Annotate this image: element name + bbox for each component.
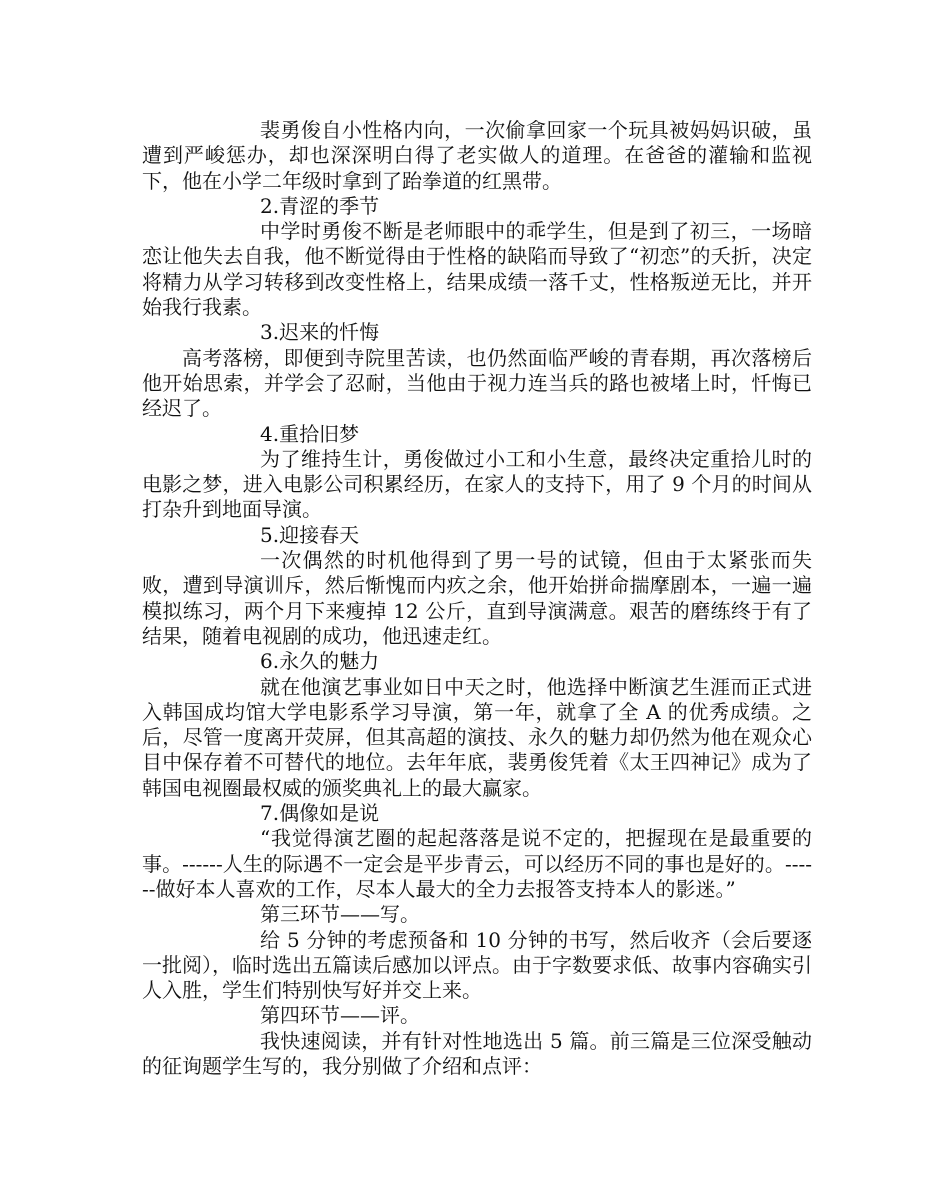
paragraph-quote: “我觉得演艺圈的起起落落是说不定的，把握现在是最重要的事。------人生的际遇不一定会是平步青云，可以经历不同的事也是好的。------做好本人喜欢的工作，尽本人最大的全力去报答支持本人的影迷。” [142, 826, 812, 901]
paragraph-audition: 一次偶然的时机他得到了男一号的试镜，但由于太紧张而失败，遭到导演训斥，然后惭愧而内疚之余，他开始拼命揣摩剧本，一遍一遍模拟练习，两个月下来瘦掉 12 公斤，直到导演满意。艰苦的磨练终于有了结果，随着电视剧的成功，他迅速走红。 [142, 548, 812, 648]
section-heading-5: 5.迎接春天 [260, 522, 360, 547]
section-heading-3: 3.迟来的忏悔 [260, 320, 380, 345]
document-body [142, 118, 812, 1079]
section-heading-write: 第三环节——写。 [260, 902, 420, 927]
paragraph-review: 我快速阅读，并有针对性地选出 5 篇。前三篇是三位深受触动的征询题学生写的，我分别做了介绍和点评： [142, 1028, 812, 1078]
paragraph-film-dream: 为了维持生计，勇俊做过小工和小生意，最终决定重拾儿时的电影之梦，进入电影公司积累经历，在家人的支持下，用了 9 个月的时间从打杂升到地面导演。 [142, 446, 812, 522]
section-heading-4: 4.重拾旧梦 [260, 421, 360, 446]
section-heading-6: 6.永久的魅力 [260, 649, 380, 674]
paragraph-exam-failure: 高考落榜，即便到寺院里苦读，也仍然面临严峻的青春期，再次落榜后他开始思索，并学会了忍耐，当他由于视力连当兵的路也被堵上时，忏悔已经迟了。 [142, 345, 812, 421]
paragraph-childhood: 裴勇俊自小性格内向，一次偷拿回家一个玩具被妈妈识破，虽遭到严峻惩办，却也深深明白得了老实做人的道理。在爸爸的灌输和监视下，他在小学二年级时拿到了跆拳道的红黑带。 [142, 118, 812, 193]
paragraph-middle-school: 中学时勇俊不断是老师眼中的乖学生，但是到了初三，一场暗恋让他失去自我，他不断觉得由于性格的缺陷而导致了“初恋”的夭折，决定将精力从学习转移到改变性格上，结果成绩一落千丈，性格叛逆无比，并开始我行我素。 [142, 219, 812, 320]
section-heading-7: 7.偶像如是说 [260, 801, 380, 826]
paragraph-writing-task: 给 5 分钟的考虑预备和 10 分钟的书写，然后收齐（会后要逐一批阅），临时选出五篇读后感加以评点。由于字数要求低、故事内容确实引人入胜，学生们特别快写好并交上来。 [142, 927, 812, 1003]
section-heading-review: 第四环节——评。 [260, 1003, 420, 1028]
paragraph-charm: 就在他演艺事业如日中天之时，他选择中断演艺生涯而正式进入韩国成均馆大学电影系学习导演，第一年，就拿了全 A 的优秀成绩。之后，尽管一度离开荧屏，但其高超的演技、永久的魅力却仍然为他在观众心目中保存着不可替代的地位。去年年底，裴勇俊凭着《太王四神记》成为了韩国电视圈最权威的颁奖典礼上的最大赢家。 [142, 674, 812, 800]
section-heading-2: 2.青涩的季节 [260, 193, 380, 218]
